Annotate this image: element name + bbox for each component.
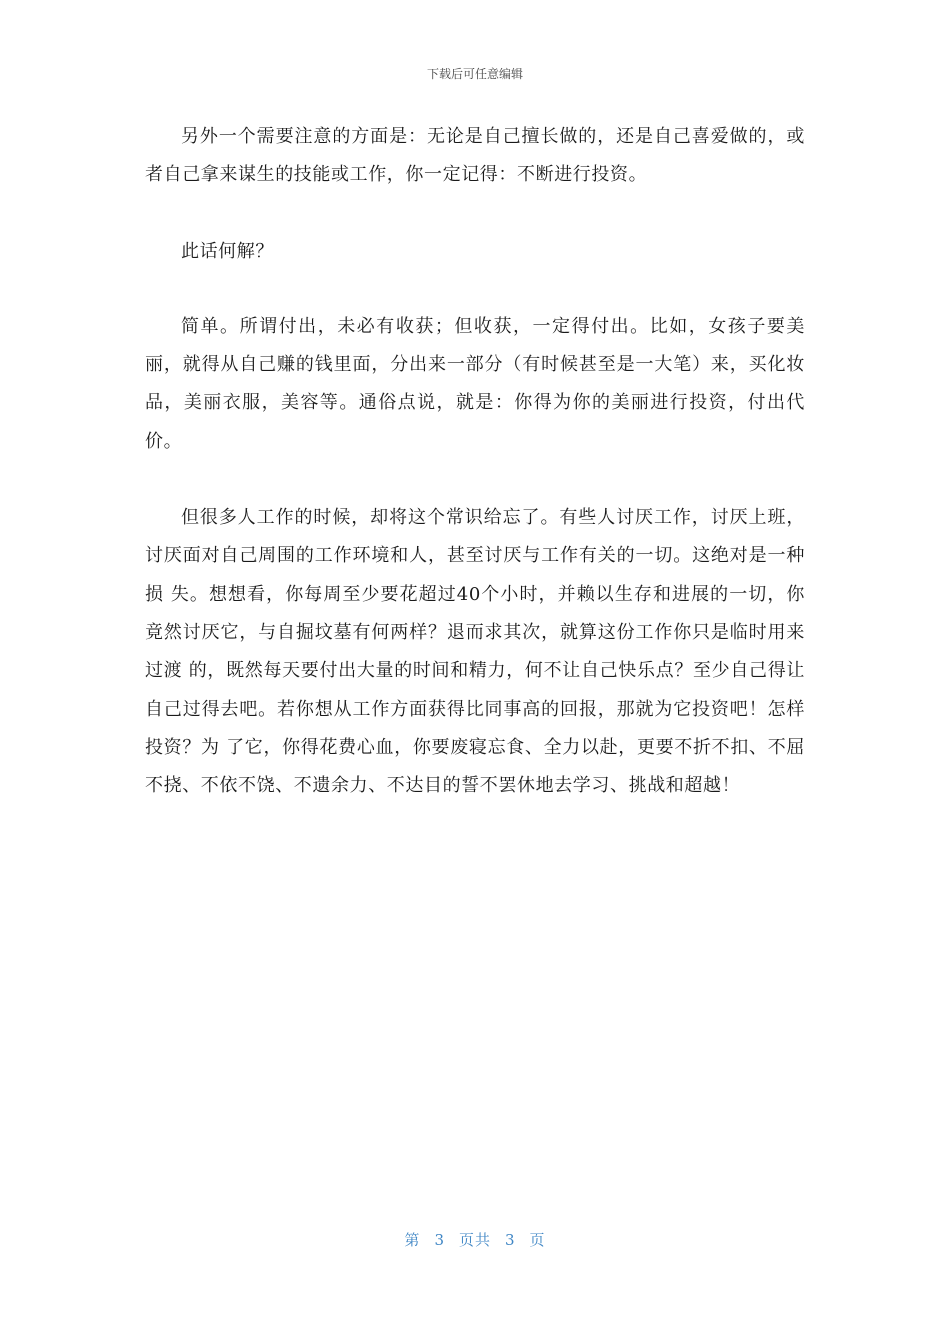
page-footer [0,1230,950,1250]
paragraph-2: 此话何解？ [181,240,274,262]
footer-middle: 页共 [458,1231,491,1249]
footer-current-page: 3 [434,1231,445,1249]
footer-prefix: 第 [404,1231,421,1249]
paragraph-1: 另外一个需要注意的方面是：无论是自己擅长做的，还是自己喜爱做的，或者自己拿来谋生的技能或工作，你一定记得：不断进行投资。 [145,126,805,186]
paragraph-3: 简单。所谓付出，未必有收获；但收获，一定得付出。比如，女孩子要美丽，就得从自己赚的钱里面，分出来一部分（有时候甚至是一大笔）来，买化妆品，美丽衣服，美容等。通俗点说，就是：你得为你的美丽进行投资，付出代价。 [145,315,805,452]
paragraph-4: 但很多人工作的时候，却将这个常识给忘了。有些人讨厌工作，讨厌上班，讨厌面对自己周围的工作环境和人，甚至讨厌与工作有关的一切。这绝对是一种损 失。想想看，你每周至少要花超过40个小时，并赖以生存和进展的一切，你竟然讨厌它，与自掘坟墓有何两样？退而求其次，就算这份工作你只是临时用来过渡 的，既然每天要付出大量的时间和精力，何不让自己快乐点？至少自己得让自己过得去吧。若你想从工作方面获得比同事高的回报，那就为它投资吧！怎样投资？为 了它，你得花费心血，你要废寝忘食、全力以赴，更要不折不扣、不屈不挠、不依不饶、不遗余力、不达目的誓不罢休地去学习、挑战和超越！ [145,507,805,797]
page-header: 下载后可任意编辑 [426,67,523,81]
footer-suffix: 页 [529,1231,546,1249]
document-body [145,118,805,843]
footer-total-pages: 3 [505,1231,516,1249]
